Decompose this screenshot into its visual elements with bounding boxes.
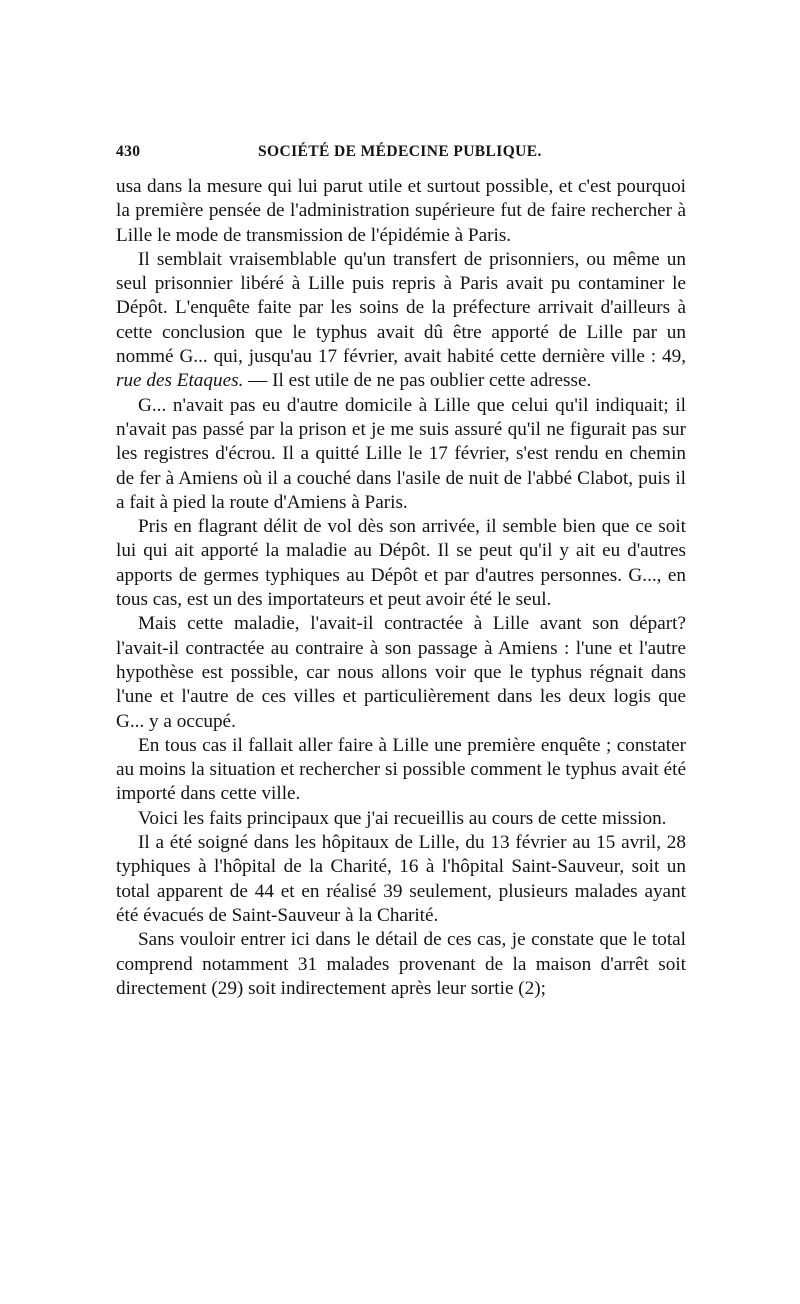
paragraph-prison-cases: Sans vouloir entrer ici dans le détail de ces cas, je constate que le total comprend notamment 31 malades provenant de la maison d'arrêt soit directement (29) soit indirectement après leur sortie (2); <box>116 929 686 999</box>
paragraph-arrest: Pris en flagrant délit de vol dès son arrivée, il semble bien que ce soit lui qui ait apporté la maladie au Dépôt. Il se peut qu'il y ait eu d'autres apports de germes typhiques au Dépôt et par d'autres personnes. G..., en tous cas, est un des importateurs et peut avoir été le seul. <box>116 516 686 611</box>
page-number: 430 <box>116 143 141 160</box>
running-title: SOCIÉTÉ DE MÉDECINE PUBLIQUE. <box>258 143 542 160</box>
paragraph-inquiry: En tous cas il fallait aller faire à Lille une première enquête ; constater au moins la situation et rechercher si possible comment le typhus avait été importé dans cette ville. <box>116 734 686 805</box>
street-address: rue des Etaques. <box>116 370 244 392</box>
book-page <box>116 143 686 1001</box>
body-text <box>116 175 686 1001</box>
running-head <box>116 143 686 169</box>
paragraph-text: Il semblait vraisemblable qu'un transfert de prisonniers, ou même un seul prisonnier libéré à Lille puis repris à Paris avait pu contaminer le Dépôt. L'enquête faite par les soins de la préfecture arrivait d'ailleurs à cette conclusion que le typhus avait dû être apporté de Lille par un nommé G... qui, jusqu'au 17 février, avait habité cette dernière ville : 49, <box>116 248 686 368</box>
paragraph-hospital-counts: Il a été soigné dans les hôpitaux de Lille, du 13 février au 15 avril, 28 typhiques à l'hôpital de la Charité, 16 à l'hôpital Saint-Sauveur, soit un total apparent de 44 et en réalisé 39 seulement, plusieurs malades ayant été évacués de Saint-Sauveur à la Charité. <box>116 832 686 926</box>
paragraph-mission: Voici les faits principaux que j'ai recueillis au cours de cette mission. <box>138 807 667 829</box>
paragraph-transfer-hypothesis <box>116 248 686 394</box>
paragraph-text: — Il est utile de ne pas oublier cette adresse. <box>243 370 592 392</box>
paragraph-contagion-question: Mais cette maladie, l'avait-il contractée à Lille avant son départ? l'avait-il contractée au contraire à son passage à Amiens : l'une et l'autre hypothèse est possible, car nous allons voir que le typhus régnait dans l'une et l'autre de ces villes et particulièrement dans les deux logis que G... y a occupé. <box>116 613 686 732</box>
paragraph-continuation: usa dans la mesure qui lui parut utile et surtout possible, et c'est pourquoi la première pensée de l'administration supérieure fut de faire rechercher à Lille le mode de transmission de l'épidémie à Paris. <box>116 176 686 246</box>
paragraph-itinerary: G... n'avait pas eu d'autre domicile à Lille que celui qu'il indiquait; il n'avait pas passé par la prison et je me suis assuré qu'il ne figurait pas sur les registres d'écrou. Il a quitté Lille le 17 février, s'est rendu en chemin de fer à Amiens où il a couché dans l'asile de nuit de l'abbé Clabot, puis il a fait à pied la route d'Amiens à Paris. <box>116 394 686 513</box>
